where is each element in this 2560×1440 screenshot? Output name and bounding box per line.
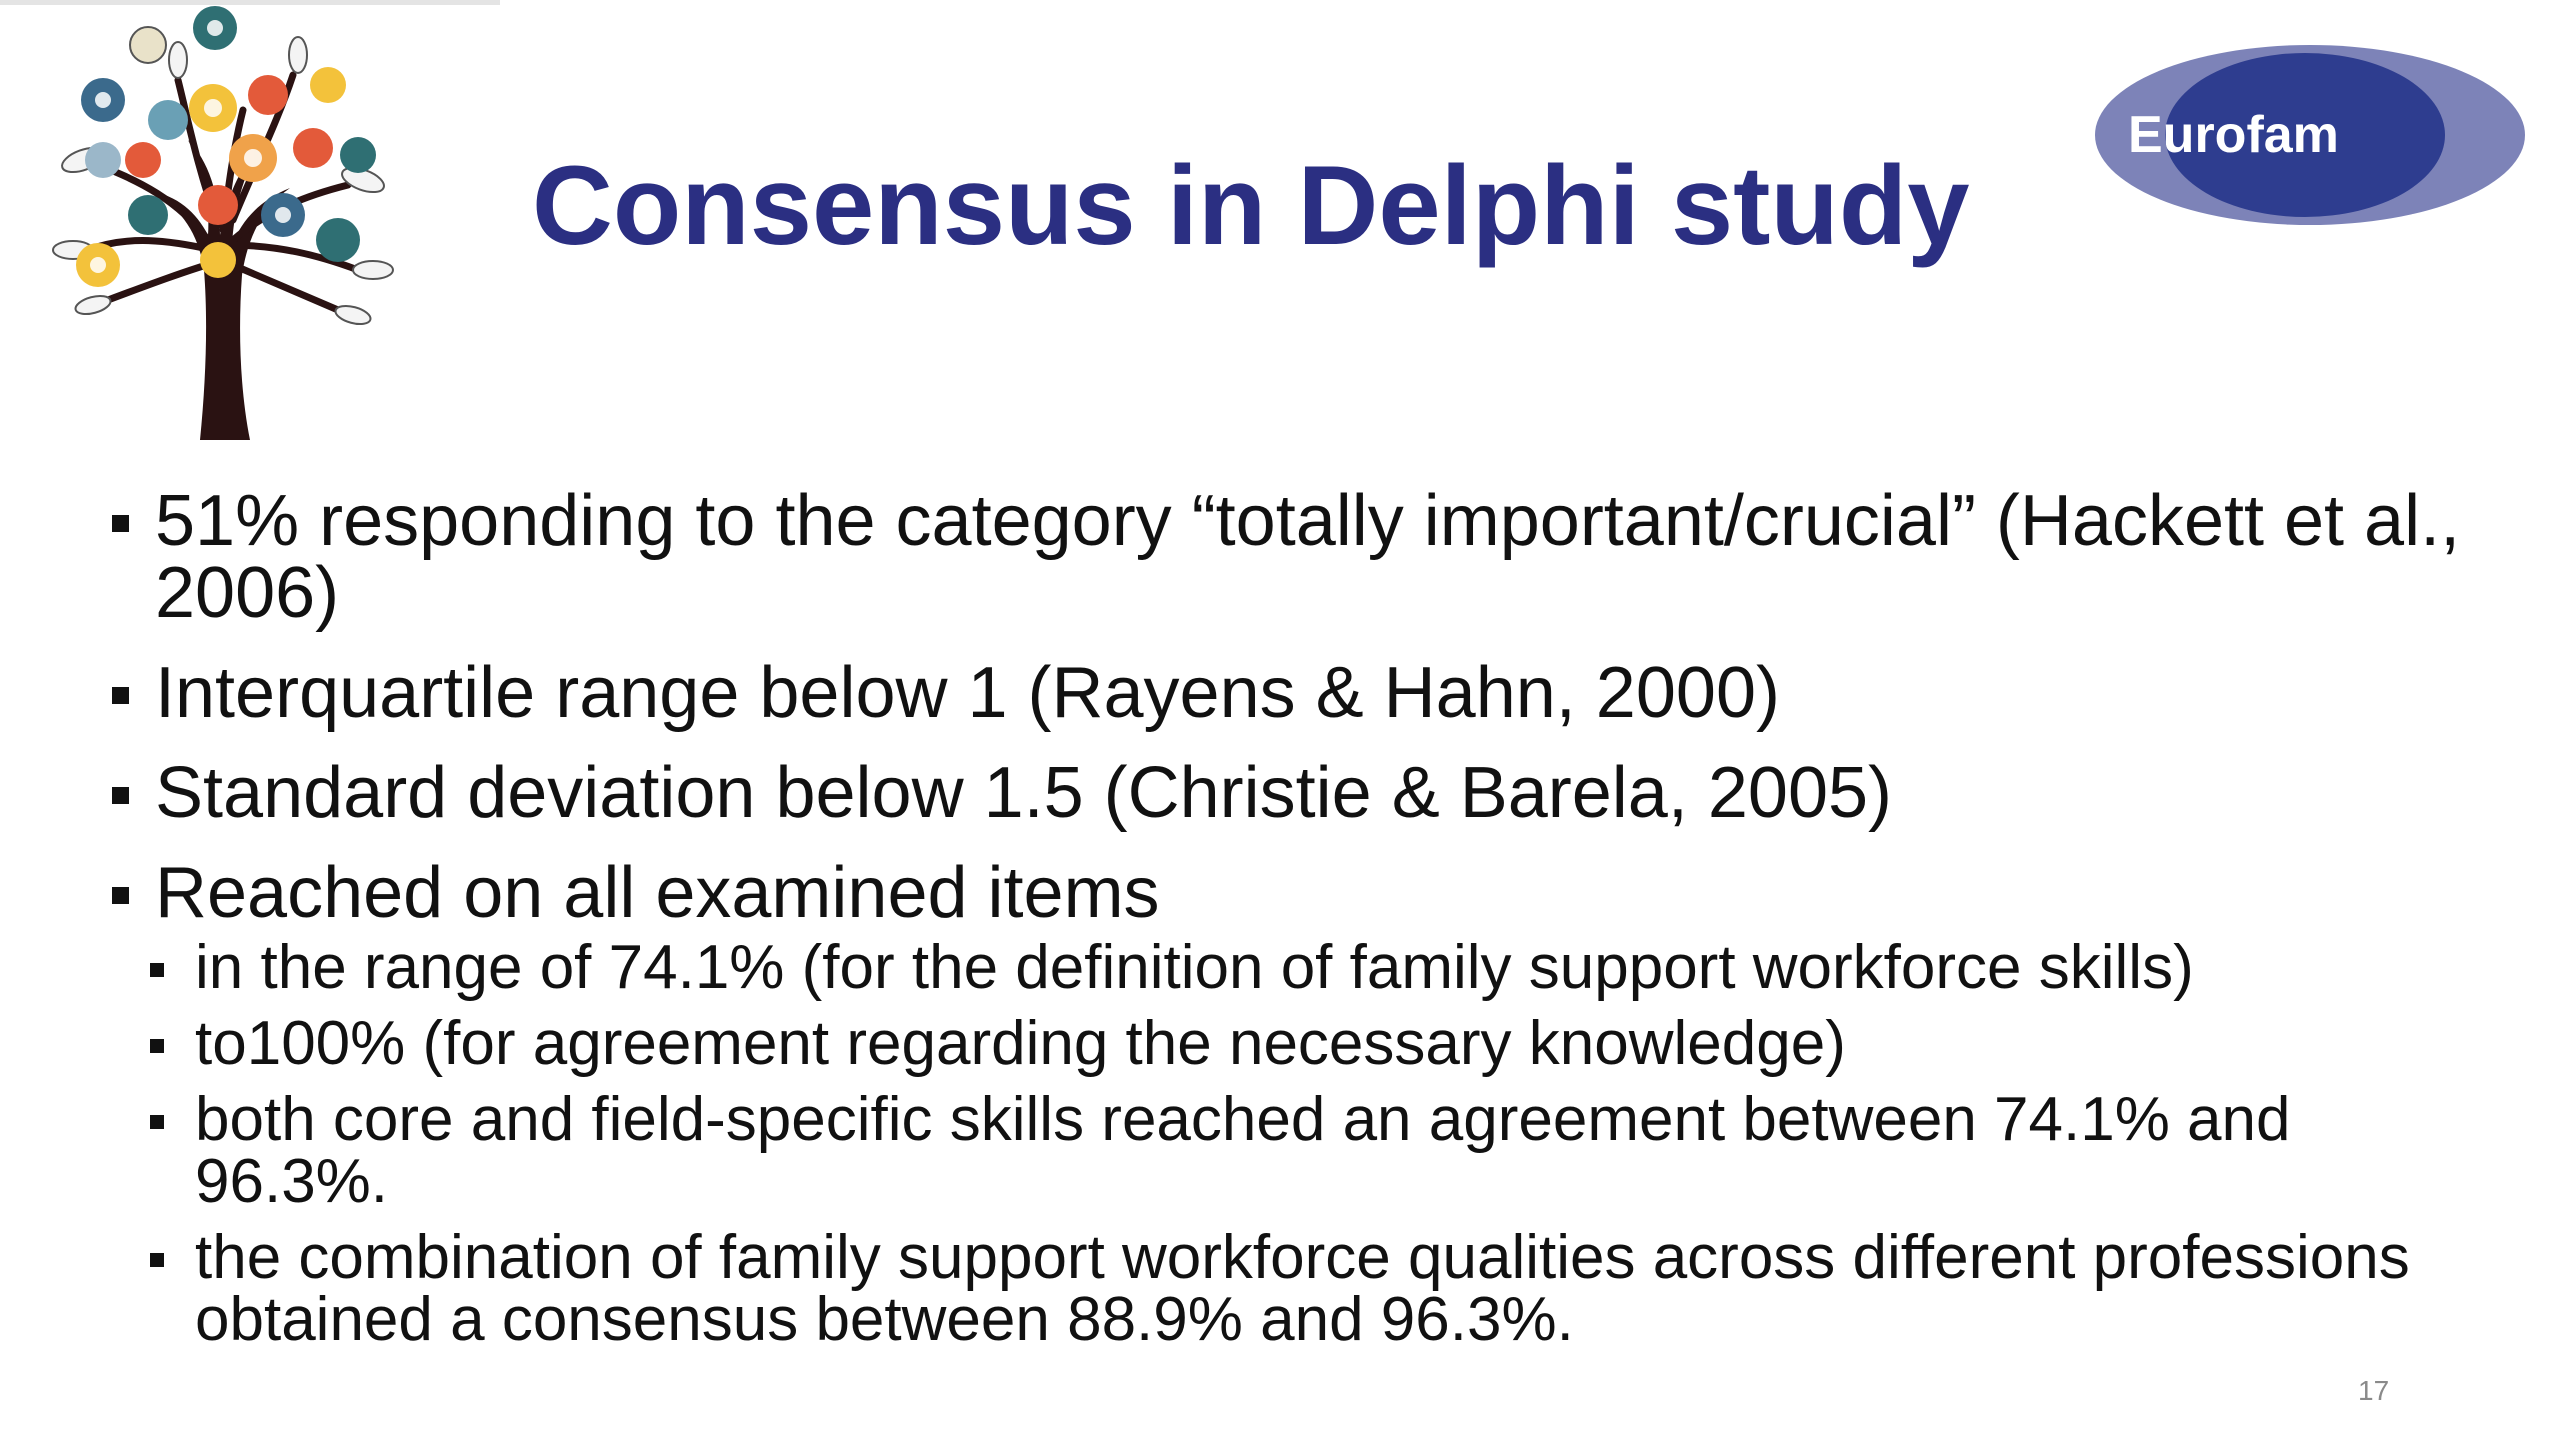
eurofam-logo — [2090, 40, 2530, 230]
slide-title: Consensus in Delphi study — [532, 143, 1970, 268]
sub-bullet-list — [155, 933, 2490, 1354]
sub-bullet-item: to100% (for agreement regarding the necessary knowledge) — [155, 1013, 2490, 1075]
sub-bullet-item: both core and field-specific skills reached an agreement between 74.1% and 96.3%. — [155, 1089, 2490, 1213]
svg-text:Eurofam: Eurofam — [2128, 106, 2339, 164]
bullet-item: Standard deviation below 1.5 (Christie & Barela, 2005) — [110, 757, 2490, 829]
page-number: 17 — [2358, 1375, 2390, 1406]
tree-of-ideas-icon — [28, 0, 408, 440]
sub-bullet-item: in the range of 74.1% (for the definition of family support workforce skills) — [155, 937, 2490, 999]
bullet-item: 51% responding to the category “totally important/crucial” (Hackett et al., 2006) — [110, 485, 2490, 629]
bullet-item-with-sublist — [110, 853, 2490, 1354]
bullet-item: Interquartile range below 1 (Rayens & Hahn, 2000) — [110, 657, 2490, 729]
sub-bullet-item: the combination of family support workforce qualities across different professions obtained a consensus between 88.9% and 96.3%. — [155, 1227, 2490, 1351]
bullet-list — [110, 481, 2490, 1379]
bullet-item-label: Reached on all examined items — [155, 853, 1160, 933]
